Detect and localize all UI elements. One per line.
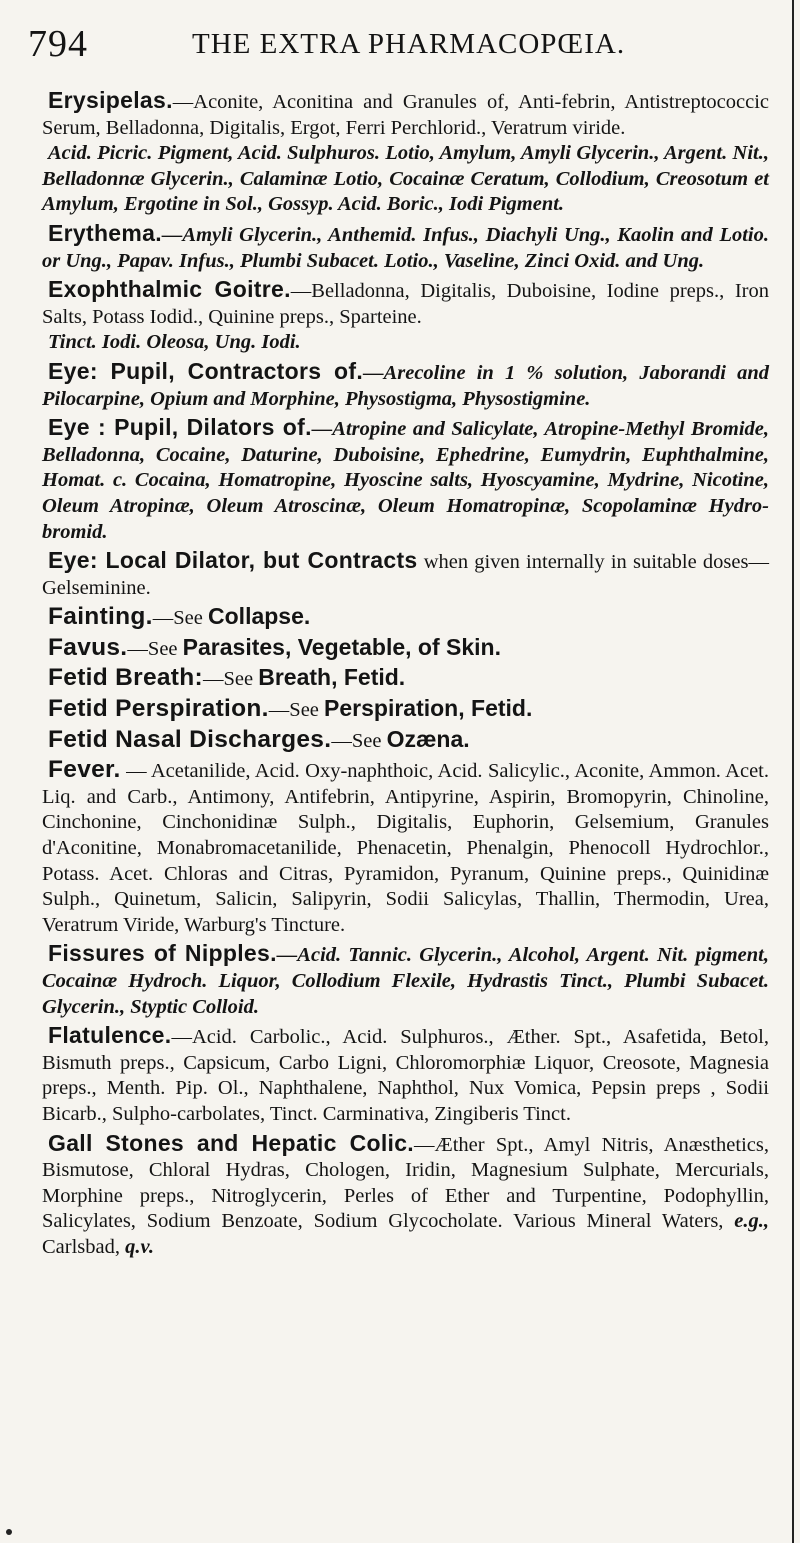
entry-heading: Eye : Pupil, Dilators of. [48,414,312,441]
entry-text: —Æther Spt., Amyl Nitris, Anæsthetics, Bismutose, Chloral Hydras, Chologen, Iridin, Magnesium Sulphate, Mercurials, Morphine preps., Nitroglycerin, Perles of Ether and Turpentine, Podophyllin, Salicylates, Sodium Benzoate, Sodium Glycocholate. Various Mineral Waters, [42,1133,769,1233]
entry-fainting [42,604,769,632]
entry-text: —Aconite, Aconitina and Granules of, Anti-febrin, Antistreptococcic Serum, Belladonna, Digitalis, Ergot, Ferri Perchlorid., Veratrum viride. [42,91,769,139]
entry-heading: Favus. [48,633,128,661]
entry-erythema [42,221,769,274]
cross-reference: Parasites, Vegetable, of Skin. [182,633,501,660]
entry-italic-abbrev: e.g., [734,1210,769,1233]
entry-italic-abbrev: q.v. [125,1235,154,1258]
entry-eye-local-dilator [42,548,769,601]
entry-italic-text: —Amyli Glycerin., Anthemid. Infus., Diachyli Ung., Kaolin and Lotio. or Ung., Papav. Infus., Plumbi Subacet. Lotio., Vaseline, Zinci Oxid. and Ung. [42,223,769,272]
entry-flatulence [42,1023,769,1127]
entry-italic-text: Acid. Picric. Pigment, Acid. Sulphuros. Lotio, Amylum, Amyli Glycerin., Argent. Nit., Belladonnæ Glycerin., Calaminæ Lotio, Cocainæ Ceratum, Collodium, Creosotum et Amylum, Ergotine in Sol., Gossyp. Acid. Boric., Iodi Pigment. [42,142,769,216]
page-header [22,22,760,68]
entry-text: —See [203,668,259,691]
page-edge-rule [792,0,794,1543]
entry-heading: Flatulence. [48,1022,172,1049]
entry-italic-text: —Acid. Tannic. Glycerin., Alcohol, Argent. Nit. pigment, Cocainæ Hydroch. Liquor, Collodium Flexile, Hydrastis Tinct., Plumbi Subacet. Glycerin., Styptic Colloid. [42,944,769,1018]
entry-text: —See [152,607,209,630]
entry-fissures-of-nipples [42,941,769,1020]
corner-mark [6,1529,12,1535]
entry-favus [42,635,769,663]
entry-heading: Erysipelas. [48,87,173,113]
index-entries [42,88,769,1264]
entry-italic-text: —Atropine and Salicylate, Atropine-Methyl Bromide, Belladonna, Cocaine, Daturine, Duboisine, Ephedrine, Eumydrin, Euphthalmine, Homat. c. Cocaina, Homatropine, Hyoscine salts, Hyoscyamine, Mydrine, Nicotine, Oleum Atropinæ, Oleum Atroscinæ, Oleum Homatropinæ, Scopolaminæ Hydro-bromid. [42,418,769,543]
entry-heading: Erythema. [48,219,162,246]
entry-fetid-perspiration [42,696,769,724]
entry-text: — Acetanilide, Acid. Oxy-naphthoic, Acid. Salicylic., Aconite, Ammon. Acet. Liq. and Carb., Antimony, Antifebrin, Antipyrine, Aspirin, Bromopyrin, Chinoline, Cinchonine, Cinchonidinæ Sulph., Digitalis, Euphorin, Gelsemium, Granules d'Aconitine, Monabromacetanilide, Phenacetin, Phenalgin, Phenocoll Hydrochlor., Potass. Acet. Chloras and Citras, Pyramidon, Pyranum, Quinine preps., Quinidinæ Sulph., Quinetum, Salicin, Salipyrin, Sodii Salicylas, Thallin, Thermodin, Urea, Veratrum Viride, Warburg's Tincture. [42,760,769,936]
running-title: THE EXTRA PHARMACOPŒIA. [192,28,626,60]
entry-text: —Acid. Carbolic., Acid. Sulphuros., Æther. Spt., Asafetida, Betol, Bismuth preps., Capsicum, Carbo Ligni, Chloromorphiæ Liquor, Creosote, Magnesia preps., Menth. Pip. Ol., Naphthalene, Naphthol, Nux Vomica, Pepsin preps , Sodii Bicarb., Sulpho-carbolates, Tinct. Carminativa, Zingiberis Tinct. [42,1026,769,1125]
entry-fetid-breath [42,665,769,693]
cross-reference: Perspiration, Fetid. [324,695,533,722]
entry-text: —See [268,699,325,722]
entry-exophthalmic-goitre [42,277,769,356]
entry-erysipelas [42,88,769,218]
entry-text: —See [127,637,183,660]
cross-reference: Breath, Fetid. [258,664,406,691]
cross-reference: Collapse. [208,603,311,630]
entry-eye-pupil-contractors [42,359,769,412]
entry-italic-text: —Arecoline in 1 % solution, Jaborandi and Pilocarpine, Opium and Morphine, Physostigma, Physostigmine. [42,361,769,410]
entry-heading: Fever. [48,756,121,784]
entry-heading: Fetid Nasal Discharges. [48,725,332,753]
entry-heading: Gall Stones and Hepatic Colic. [48,1129,414,1156]
page-number: 794 [28,23,88,65]
entry-fetid-nasal-discharges [42,727,769,755]
entry-text-tail: Carlsbad, [42,1235,126,1258]
entry-eye-pupil-dilators [42,415,769,545]
cross-reference: Ozæna. [386,725,470,752]
entry-heading: Eye: Local Dilator, but Contracts [48,547,418,574]
entry-text: when given internally in suitable doses—Gelseminine. [42,551,769,599]
entry-heading: Exophthalmic Goitre. [48,276,291,303]
entry-text: —Belladonna, Digitalis, Duboisine, Iodine preps., Iron Salts, Potass Iodid., Quinine preps., Sparteine. [42,280,769,328]
entry-heading: Fainting. [48,603,153,631]
entry-italic-text: Tinct. Iodi. Oleosa, Ung. Iodi. [48,331,301,354]
entry-gall-stones [42,1131,769,1261]
entry-heading: Fetid Breath: [48,664,203,692]
entry-text: —See [331,729,387,752]
entry-heading: Eye: Pupil, Contractors of. [48,357,364,384]
entry-heading: Fetid Perspiration. [48,695,269,723]
entry-heading: Fissures of Nipples. [48,940,277,967]
entry-fever [42,757,769,938]
